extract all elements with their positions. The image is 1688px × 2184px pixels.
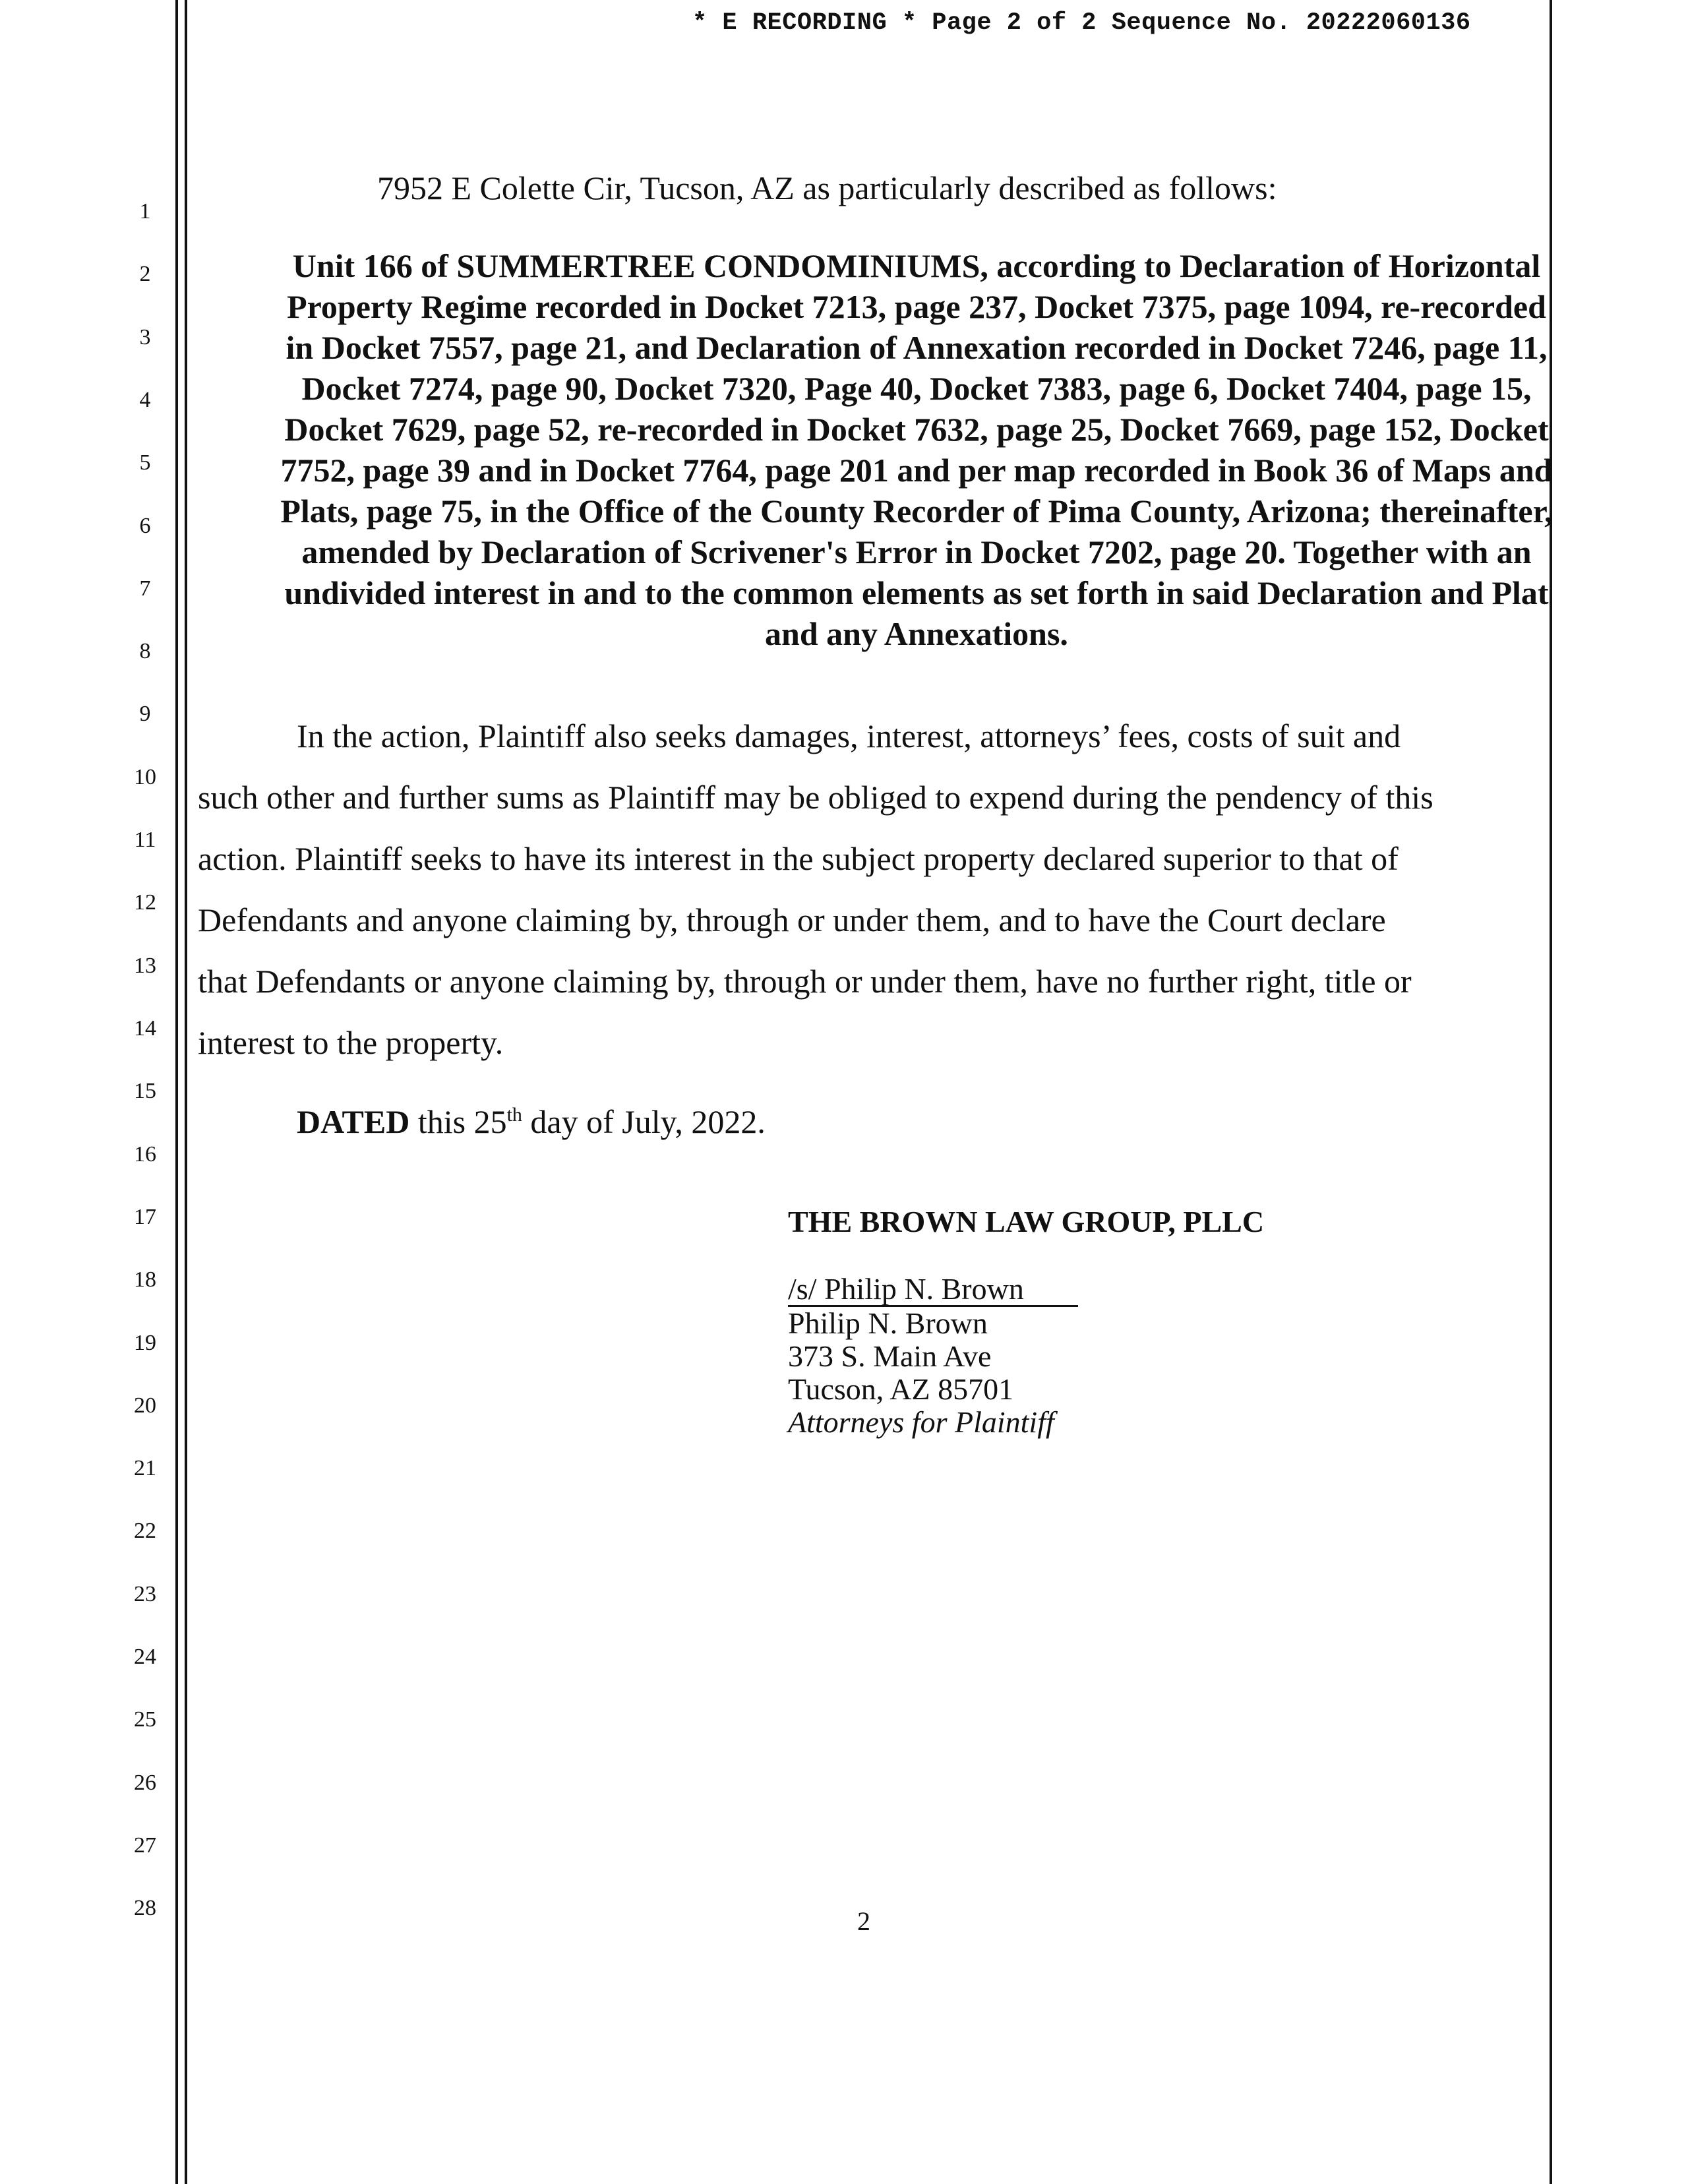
address-line-1: 373 S. Main Ave xyxy=(788,1339,992,1373)
dated-prefix: this 25 xyxy=(417,1103,507,1140)
line-number: 17 xyxy=(134,1205,156,1229)
line-number: 7 xyxy=(139,576,151,601)
line-number: 16 xyxy=(134,1142,156,1167)
line-number: 15 xyxy=(134,1079,156,1103)
line-number: 1 xyxy=(139,199,151,224)
line-number: 5 xyxy=(139,450,151,475)
attorney-name: Philip N. Brown xyxy=(788,1306,988,1340)
line-number: 28 xyxy=(134,1896,156,1920)
line-number: 24 xyxy=(134,1645,156,1669)
dated-line xyxy=(297,1103,766,1141)
line-number: 3 xyxy=(139,325,151,349)
address-line-2: Tucson, AZ 85701 xyxy=(788,1372,1014,1406)
line-number: 14 xyxy=(134,1016,156,1041)
line-number: 27 xyxy=(134,1833,156,1858)
line-number: 13 xyxy=(134,954,156,978)
law-firm-name: THE BROWN LAW GROUP, PLLC xyxy=(788,1205,1265,1238)
line-number: 8 xyxy=(139,639,151,663)
relief-paragraph: In the action, Plaintiff also seeks damages, interest, attorneys’ fees, costs of suit and such other and further sums as Plaintiff may be obliged to expend during the pendency of this action. Plaintiff seeks to have its interest in the subject property declared superior to that of Defendants and anyone claiming by, through or under them, and to have the Court declare that Defendants or anyone claiming by, through or under them, have no further right, title or interest to the property. xyxy=(198,717,1433,1061)
page-number: 2 xyxy=(857,1906,870,1936)
recording-stamp: * E RECORDING * Page 2 of 2 Sequence No. 20222060136 xyxy=(692,9,1471,37)
e-signature: /s/ Philip N. Brown xyxy=(788,1273,1078,1307)
line-number: 21 xyxy=(134,1456,156,1480)
line-number: 2 xyxy=(139,262,151,286)
line-number: 18 xyxy=(134,1267,156,1292)
line-number: 10 xyxy=(134,765,156,789)
legal-description: Unit 166 of SUMMERTREE CONDOMINIUMS, according to Declaration of Horizontal Property Regime recorded in Docket 7213, page 237, Docket 7375, page 1094, re-recorded in Docket 7557, page 21, and Declaration of Annexation recorded in Docket 7246, page 11, Docket 7274, page 90, Docket 7320, Page 40, Docket 7383, page 6, Docket 7404, page 15, Docket 7629, page 52, re-recorded in Docket 7632, page 25, Docket 7669, page 152, Docket 7752, page 39 and in Docket 7764, page 201 and per map recorded in Book 36 of Maps and Plats, page 75, in the Office of the County Recorder of Pima County, Arizona; thereinafter, amended by Declaration of Scrivener's Error in Docket 7202, page 20. Together with an undivided interest in and to the common elements as set forth in said Declaration and Plat and any Annexations. xyxy=(280,247,1553,652)
line-number: 20 xyxy=(134,1393,156,1418)
line-number: 11 xyxy=(134,828,156,852)
line-number: 6 xyxy=(139,514,151,538)
line-number: 12 xyxy=(134,890,156,915)
line-number: 22 xyxy=(134,1519,156,1543)
dated-superscript: th xyxy=(506,1104,522,1126)
signature-block xyxy=(788,1273,1078,1439)
line-number: 26 xyxy=(134,1771,156,1795)
attorney-role: Attorneys for Plaintiff xyxy=(788,1405,1054,1439)
line-number: 9 xyxy=(139,702,151,726)
property-address-intro: 7952 E Colette Cir, Tucson, AZ as particularly described as follows: xyxy=(377,169,1277,206)
dated-suffix: day of July, 2022. xyxy=(530,1103,766,1140)
line-number: 23 xyxy=(134,1582,156,1606)
line-number: 19 xyxy=(134,1331,156,1355)
line-number: 25 xyxy=(134,1707,156,1732)
line-number: 4 xyxy=(139,388,151,412)
dated-label: DATED xyxy=(297,1103,410,1140)
